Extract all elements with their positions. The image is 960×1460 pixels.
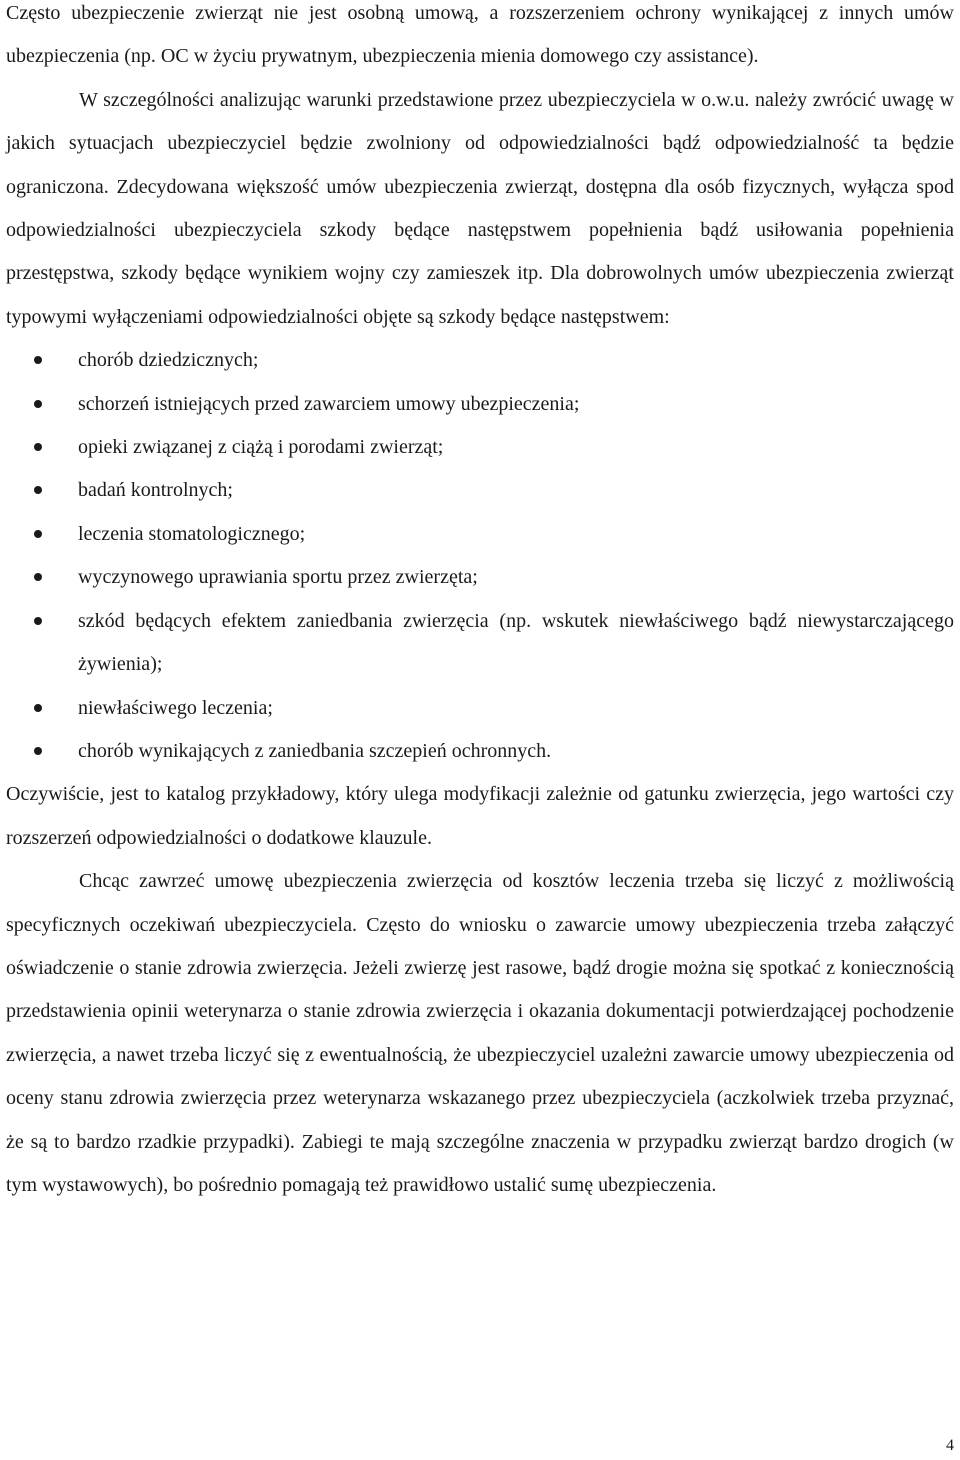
list-item-text: badań kontrolnych; [78, 479, 233, 502]
bullet-icon [34, 704, 42, 712]
list-item-text: niewłaściwego leczenia; [78, 696, 273, 719]
list-item [6, 687, 954, 730]
list-item [6, 513, 954, 556]
bullet-icon [34, 747, 42, 755]
list-item-text: leczenia stomatologicznego; [78, 522, 306, 545]
list-item [6, 383, 954, 426]
list-item-text: wyczynowego uprawiania sportu przez zwierzęta; [78, 566, 478, 589]
list-item [6, 556, 954, 599]
bullet-icon [34, 486, 42, 494]
list-item-text: szkód będących efektem zaniedbania zwierzęcia (np. wskutek niewłaściwego bądź niewystarczającego żywienia); [78, 609, 954, 676]
paragraph-intro: Często ubezpieczenie zwierząt nie jest osobną umową, a rozszerzeniem ochrony wynikającej z innych umów ubezpieczenia (np. OC w życiu prywatnym, ubezpieczenia mienia domowego czy assistance). [6, 2, 954, 68]
list-item [6, 600, 954, 687]
bullet-icon [34, 617, 42, 625]
list-item-text: schorzeń istniejących przed zawarciem umowy ubezpieczenia; [78, 392, 580, 415]
paragraph-insurer-requirements: Chcąc zawrzeć umowę ubezpieczenia zwierzęcia od kosztów leczenia trzeba się liczyć z możliwością specyficznych oczekiwań ubezpieczyciela. Często do wniosku o zawarcie umowy ubezpieczenia trzeba załączyć oświadczenie o stanie zdrowia zwierzęcia. Jeżeli zwierzę jest rasowe, bądź drogie można się spotkać z koniecznością przedstawienia opinii weterynarza o stanie zdrowia zwierzęcia i okazania dokumentacji potwierdzającej pochodzenie zwierzęcia, a nawet trzeba liczyć się z ewentualnością, że ubezpieczyciel uzależni zawarcie umowy ubezpieczenia od oceny stanu zdrowia zwierzęcia przez weterynarza wskazanego przez ubezpieczyciela (aczkolwiek trzeba przyznać, że są to bardzo rzadkie przypadki). Zabiegi te mają szczególne znaczenia w przypadku zwierząt bardzo drogich (w tym wystawowych), bo pośrednio pomagają też prawidłowo ustalić sumę ubezpieczenia. [6, 870, 954, 1196]
bullet-icon [34, 443, 42, 451]
bullet-icon [34, 573, 42, 581]
paragraph-catalog-note: Oczywiście, jest to katalog przykładowy, który ulega modyfikacji zależnie od gatunku zwierzęcia, jego wartości czy rozszerzeń odpowiedzialności o dodatkowe klauzule. [6, 783, 954, 849]
list-item [6, 469, 954, 512]
bullet-icon [34, 530, 42, 538]
list-item-text: chorób wynikających z zaniedbania szczepień ochronnych. [78, 739, 552, 762]
document-page [6, 0, 954, 1207]
exclusions-list [6, 339, 954, 773]
list-item [6, 426, 954, 469]
bullet-icon [34, 400, 42, 408]
list-item [6, 339, 954, 382]
list-item-text: chorób dziedzicznych; [78, 349, 259, 372]
paragraph-owu-exclusions: W szczególności analizując warunki przedstawione przez ubezpieczyciela w o.w.u. należy zwrócić uwagę w jakich sytuacjach ubezpieczyciel będzie zwolniony od odpowiedzialności bądź odpowiedzialność ta będzie ograniczona. Zdecydowana większość umów ubezpieczenia zwierząt, dostępna dla osób fizycznych, wyłącza spod odpowiedzialności ubezpieczyciela szkody będące następstwem popełnienia bądź usiłowania popełnienia przestępstwa, szkody będące wynikiem wojny czy zamieszek itp. Dla dobrowolnych umów ubezpieczenia zwierząt typowymi wyłączeniami odpowiedzialności objęte są szkody będące następstwem: [6, 88, 954, 328]
list-item-text: opieki związanej z ciążą i porodami zwierząt; [78, 436, 444, 459]
bullet-icon [34, 356, 42, 364]
page-number: 4 [946, 1437, 954, 1454]
list-item [6, 730, 954, 773]
